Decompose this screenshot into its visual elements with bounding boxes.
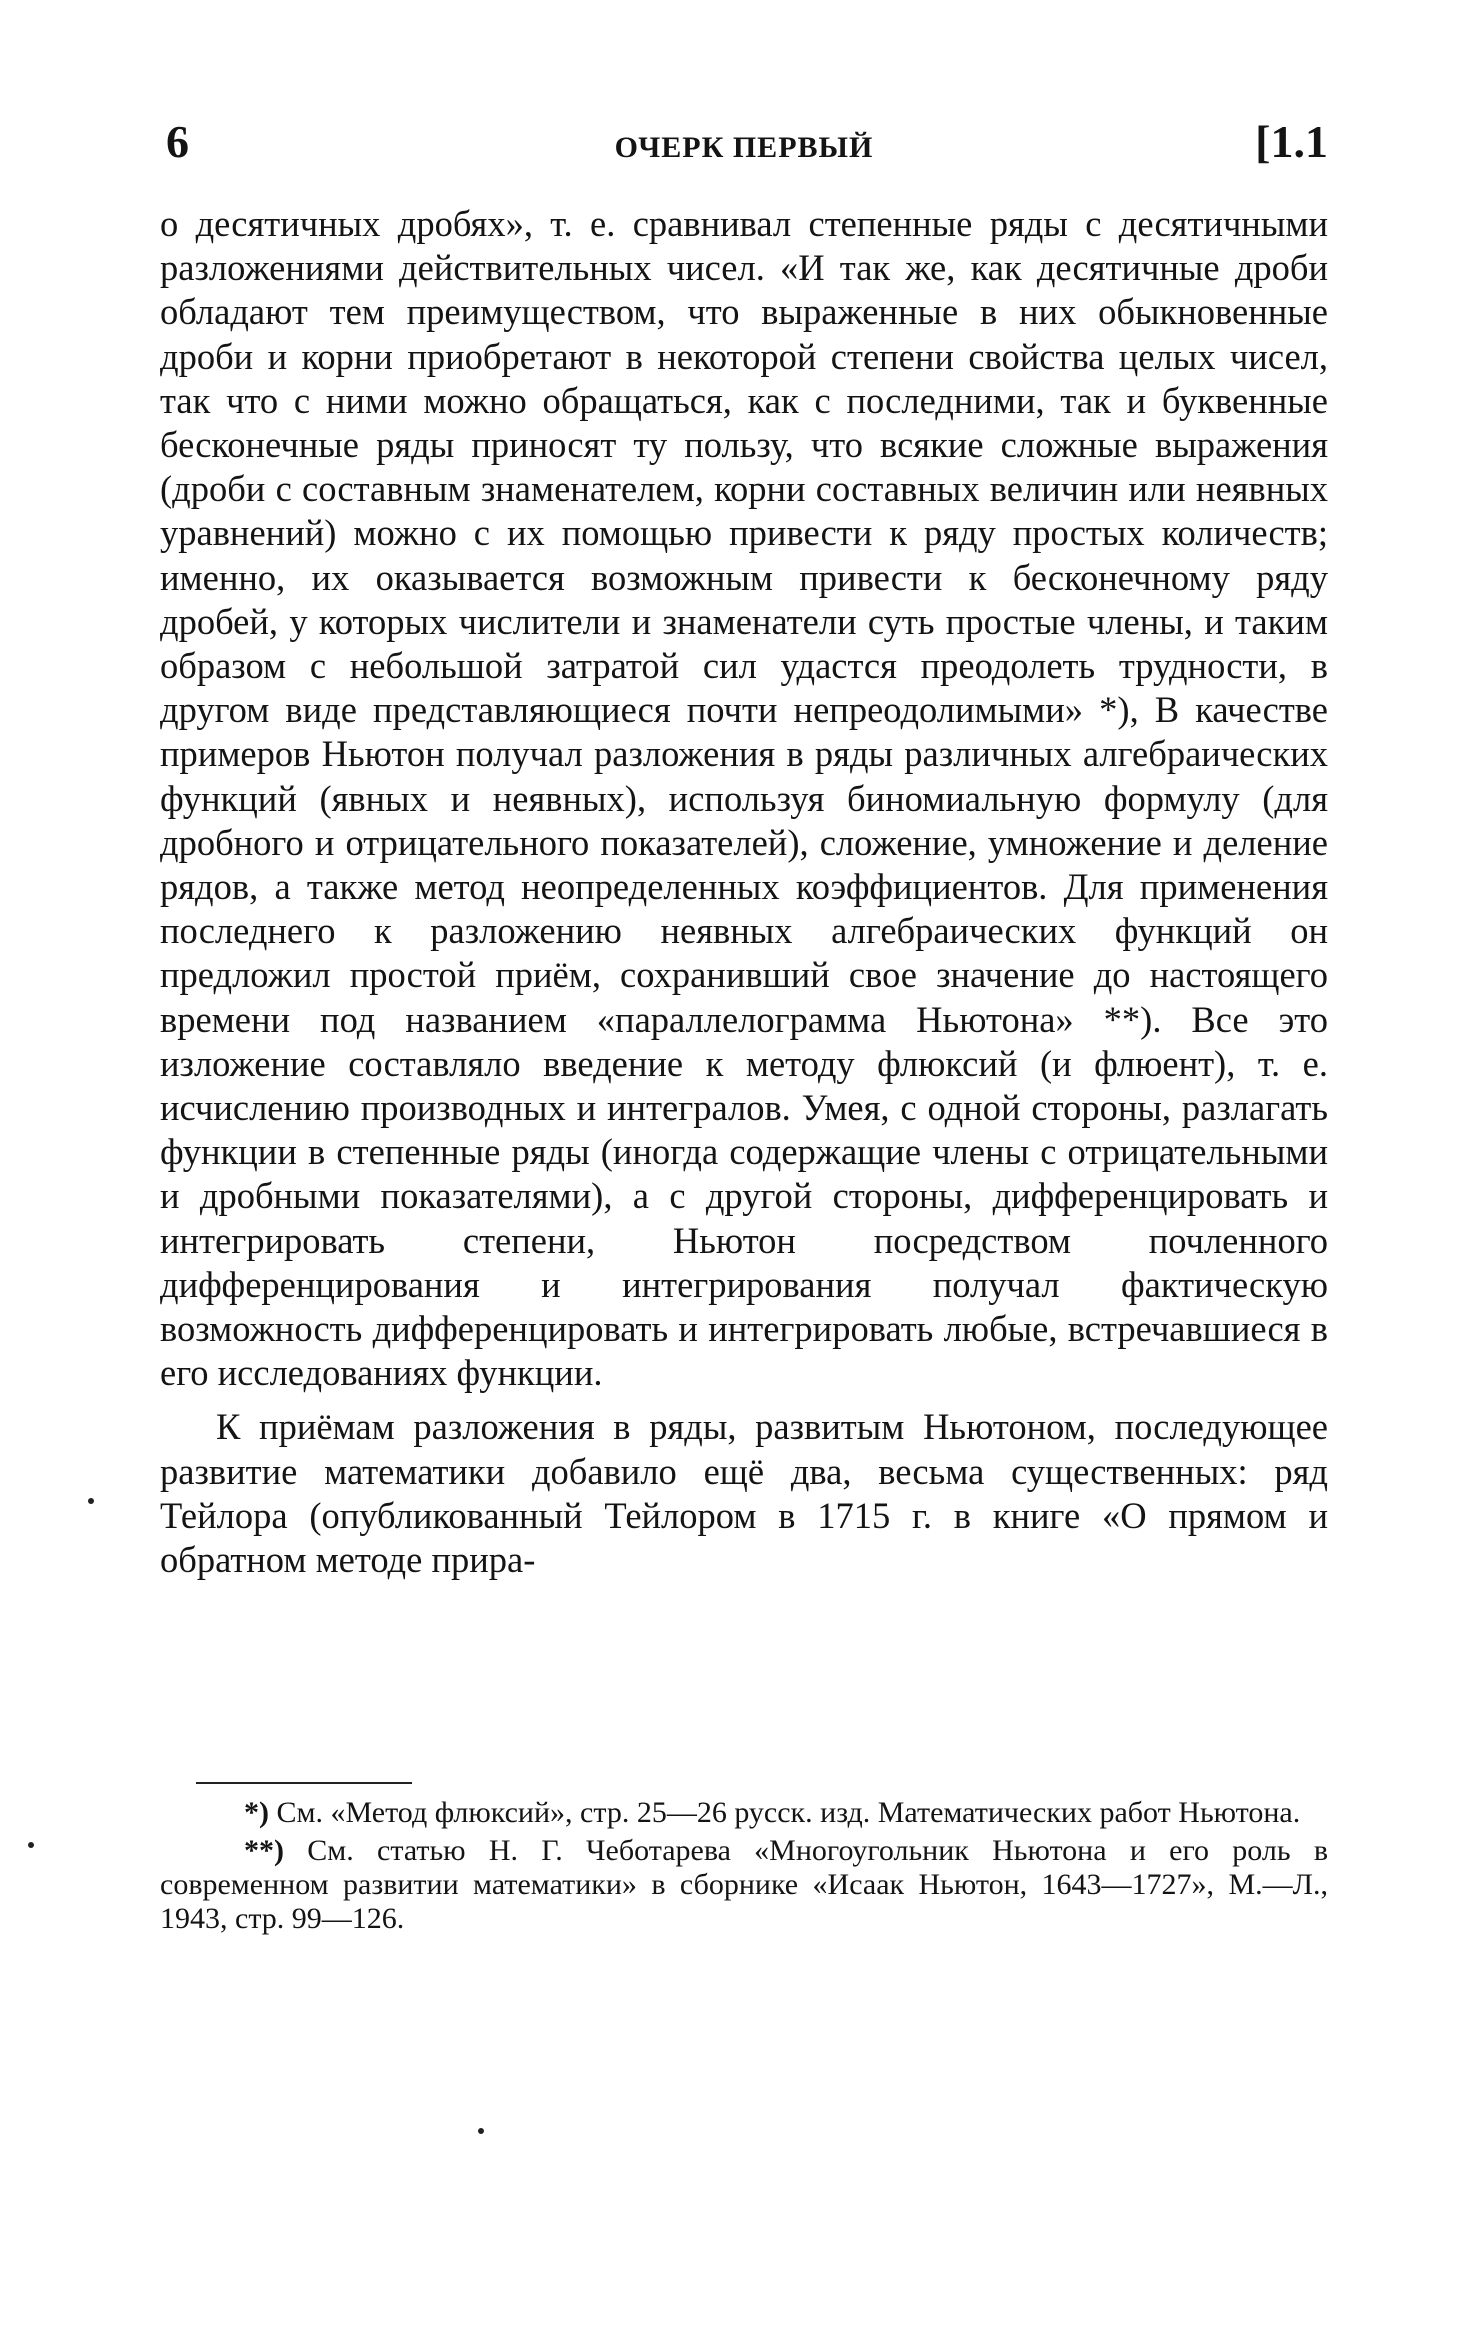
footnote (160, 1796, 1328, 1830)
footnote-text: См. «Метод флюксий», стр. 25—26 русск. изд. Математических работ Ньютона. (269, 1796, 1301, 1829)
page-number: 6 (166, 116, 189, 167)
section-reference: [1.1 (1255, 116, 1328, 167)
footnote-marker: **) (244, 1834, 284, 1867)
footnote-text: См. статью Н. Г. Чеботарева «Многоугольник Ньютона и его роль в современном развитии математики» в сборнике «Исаак Ньютон, 1643—1727», М.—Л., 1943, стр. 99—126. (160, 1834, 1328, 1935)
paragraph: К приёмам разложения в ряды, развитым Ньютоном, последующее развитие математики добавило ещё два, весьма существенных: ряд Тейлора (опубликованный Тейлором в 1715 г. в книге «О прямом и обратном методе прира- (160, 1406, 1328, 1581)
print-speck (478, 2128, 484, 2134)
print-speck (88, 1498, 94, 1504)
running-title: ОЧЕРК ПЕРВЫЙ (614, 131, 874, 164)
main-text (160, 202, 1328, 1582)
footnote (160, 1834, 1328, 1936)
footnote-divider (196, 1782, 412, 1784)
footnote-marker: *) (244, 1796, 269, 1829)
paragraph: о десятичных дробях», т. е. сравнивал степенные ряды с десятичными разложениями действительных чисел. «И так же, как десятичные дроби обладают тем преимуществом, что выраженные в них обыкновенные дроби и корни приобретают в некоторой степени свойства целых чисел, так что с ними можно обращаться, как с последними, так и буквенные бесконечные ряды приносят ту пользу, что всякие сложные выражения (дроби с составным знаменателем, корни составных величин или неявных уравнений) можно с их помощью привести к ряду простых количеств; именно, их оказывается возможным привести к бесконечному ряду дробей, у которых числители и знаменатели суть простые члены, и таким образом с небольшой затратой сил удастся преодолеть трудности, в другом виде представляющиеся почти непреодолимыми» *), В качестве примеров Ньютон получал разложения в ряды различных алгебраических функций (явных и неявных), используя биномиальную формулу (для дробного и отрицательного показателей), сложение, умножение и деление рядов, а также метод неопределенных коэффициентов. Для применения последнего к разложению неявных алгебраических функций он предложил простой приём, сохранивший свое значение до настоящего времени под названием «параллелограмма Ньютона» **). Все это изложение составляло введение к методу флюксий (и флюент), т. е. исчислению производных и интегралов. Умея, с одной стороны, разлагать функции в степенные ряды (иногда содержащие члены с отрицательными и дробными показателями), а с другой стороны, дифференцировать и интегрировать степени, Ньютон посредством почленного дифференцирования и интегрирования получал фактическую возможность дифференцировать и интегрировать любые, встречавшиеся в его исследованиях функции. (160, 203, 1328, 1394)
footnotes (160, 1796, 1328, 1940)
print-speck (28, 1842, 34, 1848)
page-header (160, 112, 1328, 172)
